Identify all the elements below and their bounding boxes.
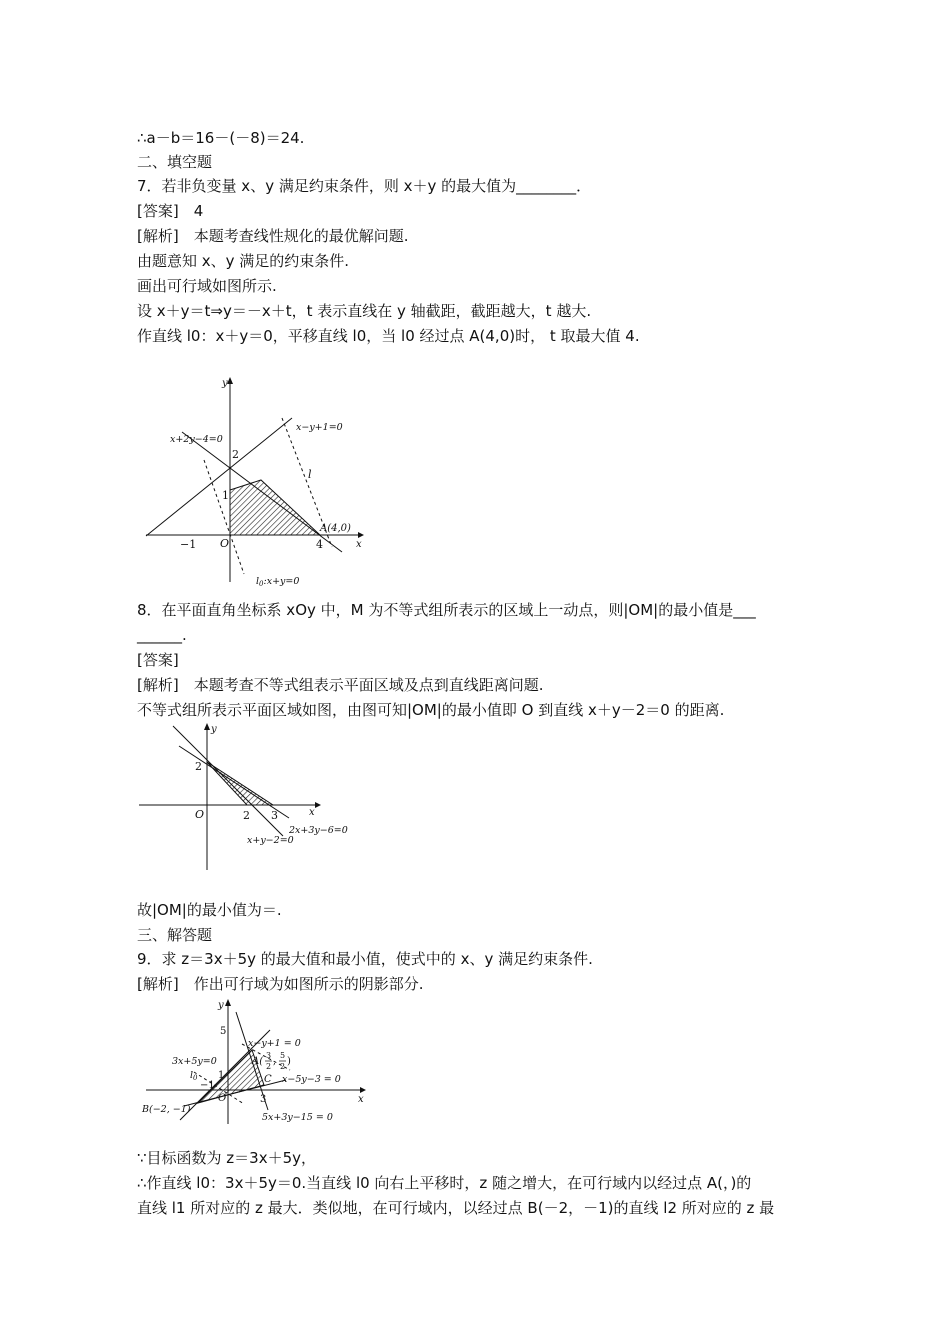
svg-text:5: 5 [280,1051,286,1060]
x-axis-label: x [356,539,362,550]
svg-text:3: 3 [266,1051,272,1060]
tick-label-3: 3 [260,1094,267,1105]
tick-label-minus1: −1 [200,1080,215,1091]
analysis-8: [解析] 本题考查不等式组表示平面区域及点到直线距离问题. [137,676,544,694]
line-label-5x+3y-15: 5x+3y−15 = 0 [262,1112,333,1123]
answer-7: [答案] 4 [137,202,204,220]
line-label-x-y+1: x−y+1 = 0 [248,1038,301,1049]
point-B-label: B(−2, −1) [142,1104,191,1115]
tick-label-5: 5 [220,1026,227,1037]
x-axis-arrow [315,802,321,808]
question-8: 8．在平面直角坐标系 xOy 中，M 为不等式组所表示的区域上一动点，则|OM|的最小值是___ [137,601,756,619]
line-label-x+y-2: x+y−2=0 [247,835,294,846]
line-label-l: l [308,468,312,481]
point-C-label: C [264,1074,272,1085]
text-line: 由题意知 x、y 满足的约束条件. [137,252,350,270]
text-line: ∵目标函数为 z＝3x＋5y， [137,1149,317,1167]
x-axis-label: x [358,1094,364,1105]
y-axis-label: y [211,724,217,735]
x-axis-arrow [358,532,364,538]
line-label-x-y+1: x−y+1=0 [296,422,343,433]
tick-label-x2: 2 [243,809,250,822]
line-label-x-5y-3: x−5y−3 = 0 [282,1074,341,1085]
figure-3 [140,998,370,1130]
origin-label: O [195,808,205,821]
text-line: 作直线 l0：x＋y＝0，平移直线 l0，当 l0 经过点 A(4,0)时， t 取最大值 4. [137,327,640,345]
text-line: 不等式组所表示平面区域如图，由图可知|OM|的最小值即 O 到直线 x＋y－2＝0 的距离. [137,701,725,719]
y-axis-arrow [225,999,231,1006]
line-label-x+2y-4: x+2y−4=0 [170,434,223,445]
line-x+y-2 [173,726,283,836]
tick-label-x3: 3 [271,809,278,822]
section-heading: 二、填空题 [137,153,213,171]
section-heading: 三、解答题 [137,926,213,944]
question-9: 9．求 z＝3x＋5y 的最大值和最小值，使式中的 x、y 满足约束条件. [137,950,593,968]
figure-2 [137,720,357,872]
text-line: 直线 l1 所对应的 z 最大．类似地，在可行域内，以经过点 B(－2，－1)的直线 l2 所对应的 z 最 [137,1199,775,1217]
text-line: 设 x＋y＝t⇒y＝－x＋t，t 表示直线在 y 轴截距，截距越大，t 越大. [137,302,592,320]
tick-label-4: 4 [316,538,323,551]
text-line: 画出可行域如图所示. [137,277,277,295]
tick-label-minus1: −1 [180,538,197,551]
svg-text:): ) [287,1056,291,1067]
svg-text:2: 2 [266,1062,272,1071]
origin-label: O [220,537,230,550]
svg-text:2: 2 [280,1062,286,1071]
figure-3-graph [140,998,370,1130]
tick-label-2: 2 [232,448,239,461]
analysis-9: [解析] 作出可行域为如图所示的阴影部分. [137,975,424,993]
figure-1-graph [142,372,368,590]
figure-2-graph [137,720,357,872]
figure-1 [142,372,368,590]
text-line: ∴作直线 l0：3x＋5y＝0.当直线 l0 向右上平移时，z 随之增大，在可行域内以经过点 A(，)的 [137,1174,752,1192]
text-line: ______. [137,626,187,644]
origin-label: O [218,1093,227,1104]
point-A-label: A(4,0) [320,523,351,534]
x-axis-label: x [309,807,315,818]
feasible-region [230,480,320,535]
tick-label-1: 1 [218,1070,225,1081]
text-line: ∴a－b＝16－(－8)＝24. [137,129,305,147]
line-label-3x+5y: 3x+5y=0 [172,1056,217,1067]
analysis-7: [解析] 本题考查线性规化的最优解问题. [137,227,409,245]
line-label-l0: $l_0$ [190,1070,198,1082]
x-axis-arrow [360,1087,366,1093]
y-axis-label: y [222,378,228,389]
feasible-region [207,762,273,805]
line-label-2x+3y-6: 2x+3y−6=0 [289,825,348,836]
y-axis-label: y [218,1000,224,1011]
answer-8: [答案] [137,651,179,669]
question-7: 7．若非负变量 x、y 满足约束条件，则 x＋y 的最大值为________． [137,177,592,195]
svg-text:,: , [273,1057,276,1067]
line-label-l0: $l_0:x+y=0$ [256,576,300,588]
tick-label-1: 1 [222,489,229,502]
y-axis-arrow [204,723,210,730]
y-axis-arrow [227,377,233,384]
tick-label-y2: 2 [195,760,202,773]
text-line: 故|OM|的最小值为＝. [137,901,282,919]
svg-text:A(: A( [252,1056,264,1067]
